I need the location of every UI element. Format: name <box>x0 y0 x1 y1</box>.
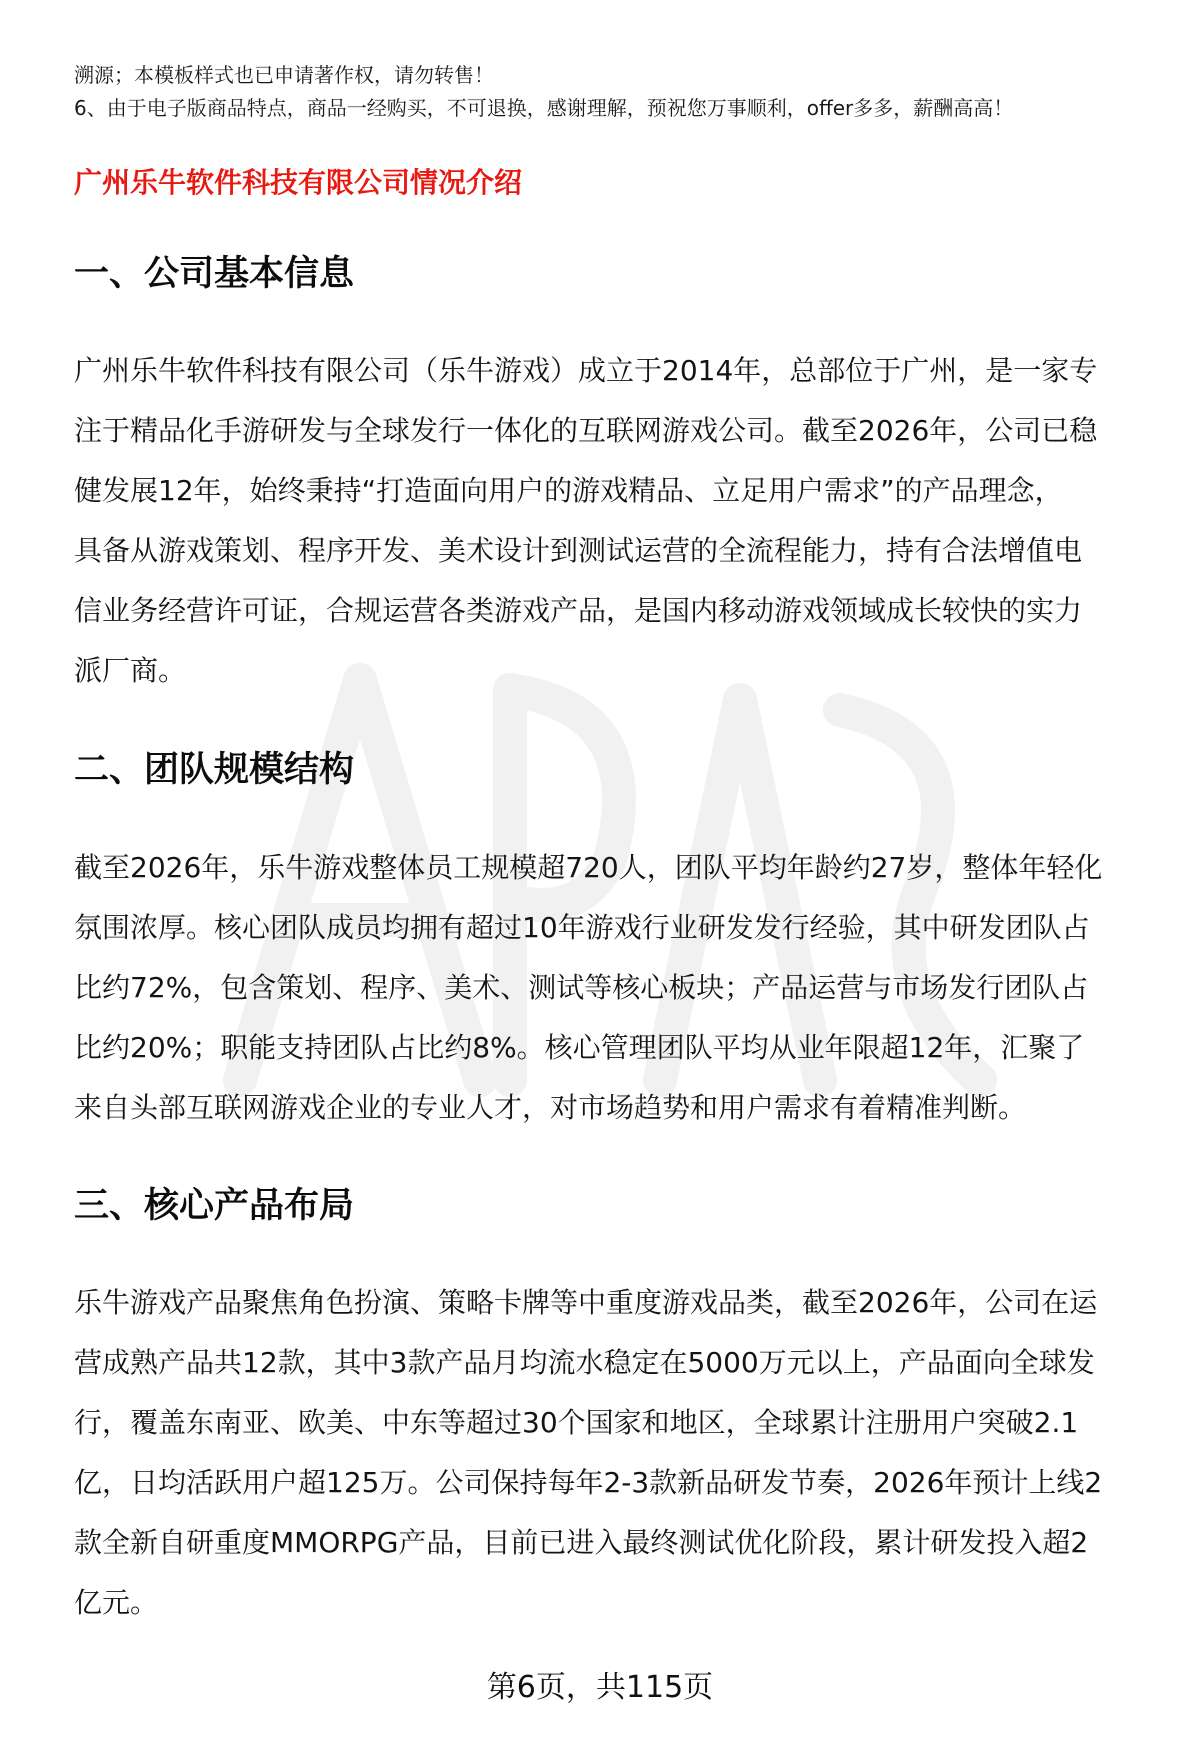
paragraph-line: 注于精品化手游研发与全球发行一体化的互联网游戏公司。截至2026年，公司已稳 <box>74 414 1098 447</box>
paragraph-line: 比约20%；职能支持团队占比约8%。核心管理团队平均从业年限超12年，汇聚了 <box>74 1031 1085 1064</box>
paragraph-line: 比约72%，包含策划、程序、美术、测试等核心板块；产品运营与市场发行团队占 <box>74 971 1089 1004</box>
paragraph-line: 营成熟产品共12款，其中3款产品月均流水稳定在5000万元以上，产品面向全球发 <box>74 1346 1095 1379</box>
paragraph-line: 广州乐牛软件科技有限公司（乐牛游戏）成立于2014年，总部位于广州，是一家专 <box>74 354 1098 387</box>
paragraph-line: 乐牛游戏产品聚焦角色扮演、策略卡牌等中重度游戏品类，截至2026年，公司在运 <box>74 1286 1098 1319</box>
note-line-2: 6、由于电子版商品特点，商品一经购买，不可退换，感谢理解，预祝您万事顺利，offer多多，薪酬高高！ <box>74 96 1014 120</box>
section-heading-core-products: 三、核心产品布局 <box>74 1186 355 1226</box>
section-body-basic-info <box>74 341 1154 701</box>
paragraph-line: 派厂商。 <box>74 654 187 687</box>
paragraph-line: 健发展12年，始终秉持“打造面向用户的游戏精品、立足用户需求”的产品理念， <box>74 474 1063 507</box>
paragraph-line: 截至2026年，乐牛游戏整体员工规模超720人，团队平均年龄约27岁，整体年轻化 <box>74 851 1103 884</box>
paragraph-line: 来自头部互联网游戏企业的专业人才，对市场趋势和用户需求有着精准判断。 <box>74 1091 1027 1124</box>
paragraph-line: 亿，日均活跃用户超125万。公司保持每年2-3款新品研发节奏，2026年预计上线2 <box>74 1466 1103 1499</box>
section-heading-team-structure: 二、团队规模结构 <box>74 750 355 790</box>
paragraph-line: 具备从游戏策划、程序开发、美术设计到测试运营的全流程能力，持有合法增值电 <box>74 534 1083 567</box>
paragraph-line: 行，覆盖东南亚、欧美、中东等超过30个国家和地区，全球累计注册用户突破2.1 <box>74 1406 1079 1439</box>
document-title: 广州乐牛软件科技有限公司情况介绍 <box>74 166 523 199</box>
section-body-core-products <box>74 1273 1154 1633</box>
paragraph-line: 款全新自研重度MMORPG产品，目前已进入最终测试优化阶段，累计研发投入超2 <box>74 1526 1089 1559</box>
paragraph-line: 亿元。 <box>74 1586 159 1619</box>
section-body-team-structure <box>74 838 1154 1138</box>
note-line-1: 溯源；本模板样式也已申请著作权，请勿转售！ <box>74 63 494 87</box>
page-number: 第6页，共115页 <box>486 1670 714 1705</box>
section-heading-basic-info: 一、公司基本信息 <box>74 254 355 294</box>
paragraph-line: 氛围浓厚。核心团队成员均拥有超过10年游戏行业研发发行经验，其中研发团队占 <box>74 911 1090 944</box>
paragraph-line: 信业务经营许可证，合规运营各类游戏产品，是国内移动游戏领域成长较快的实力 <box>74 594 1083 627</box>
